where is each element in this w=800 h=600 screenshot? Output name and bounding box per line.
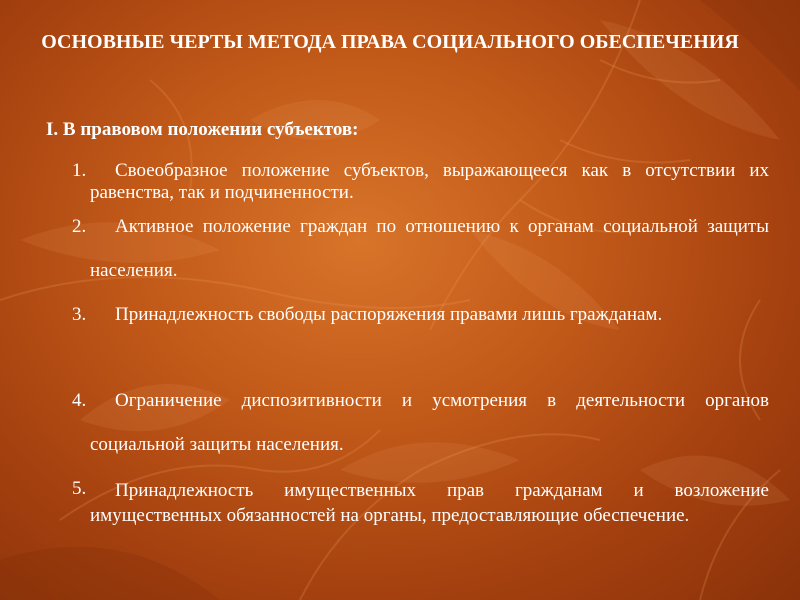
list-item-5 [72,478,769,528]
list-item-text: Активное положение граждан по отношению к органам социальной защиты населения. [90,216,769,281]
section-heading: I. В правовом положении субъектов: [46,119,359,140]
list-item-2 [72,216,769,293]
list-item-3 [72,304,769,337]
list-item-4 [72,390,769,467]
list-item-number: 4. [72,390,87,411]
list-item-number: 1. [72,160,87,181]
list-item-text: Принадлежность имущественных прав гражданам и возложение имущественных обязанностей на органы, предоставляющие обеспечение. [90,480,769,526]
list-item-text: Принадлежность свободы распоряжения правами лишь гражданам. [115,304,663,325]
list-item-1 [72,160,769,204]
slide-title: ОСНОВНЫЕ ЧЕРТЫ МЕТОДА ПРАВА СОЦИАЛЬНОГО ОБЕСПЕЧЕНИЯ [41,31,739,53]
list-item-number: 5. [72,478,87,499]
list-item-text: Ограничение диспозитивности и усмотрения в деятельности органов социальной защиты населения. [90,390,769,455]
list-item-number: 2. [72,216,87,237]
list-item-number: 3. [72,304,87,325]
list-item-text: Своеобразное положение субъектов, выражающееся как в отсутствии их равенства, так и подчиненности. [90,160,769,203]
